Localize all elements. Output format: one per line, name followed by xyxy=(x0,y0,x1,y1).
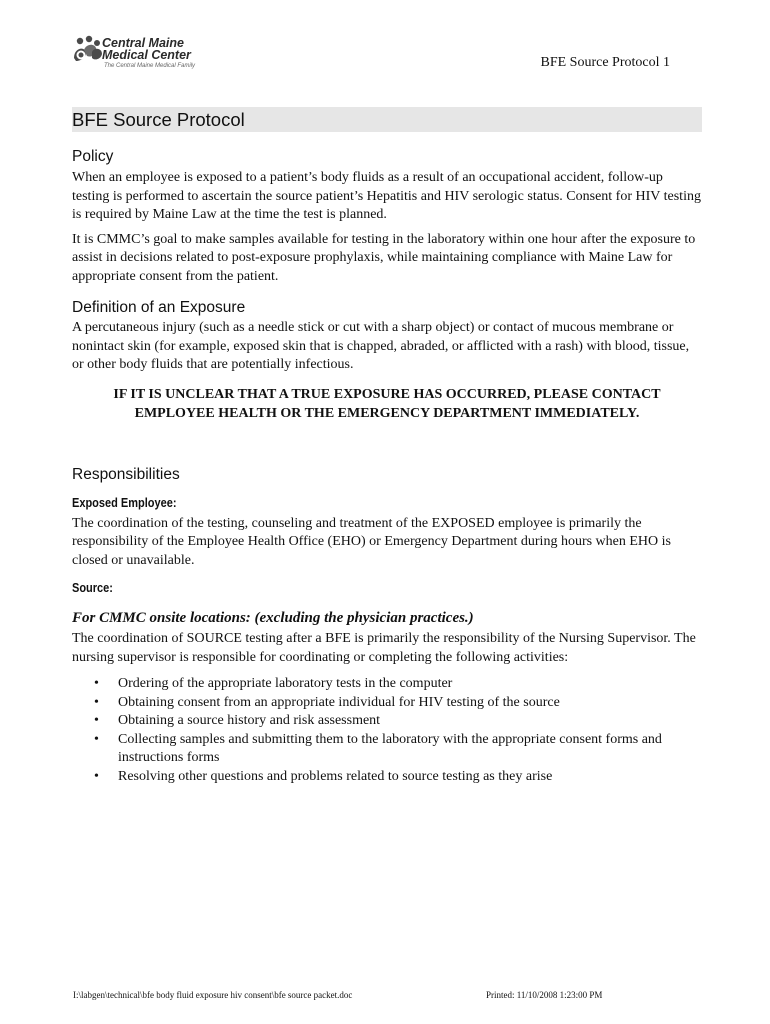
list-item-text: Obtaining a source history and risk assessment xyxy=(118,713,381,728)
people-logo-icon xyxy=(70,34,104,68)
list-item xyxy=(72,731,702,768)
responsibilities-heading: Responsibilities xyxy=(72,465,180,483)
page-header-label: BFE Source Protocol 1 xyxy=(540,55,670,70)
footer-printed-date: Printed: 11/10/2008 1:23:00 PM xyxy=(486,990,603,1000)
bullet-icon: • xyxy=(94,676,99,691)
logo-name-line1: Central Maine xyxy=(102,36,184,50)
footer-file-path: I:\labgen\technical\bfe body fluid exposure hiv consent\bfe source packet.doc xyxy=(73,990,353,1000)
exposed-employee-heading: Exposed Employee: xyxy=(72,495,177,510)
onsite-paragraph: The coordination of SOURCE testing after a BFE is primarily the responsibility of the Nursing Supervisor. The nursing supervisor is responsible for coordinating or completing the following activities: xyxy=(72,631,696,665)
bullet-icon: • xyxy=(94,768,99,784)
bullet-icon: • xyxy=(94,713,99,728)
definition-heading: Definition of an Exposure xyxy=(72,299,246,316)
document-title: BFE Source Protocol xyxy=(72,107,702,132)
logo-name-line2: Medical Center xyxy=(102,48,191,62)
list-item-text: Resolving other questions and problems related to source testing as they arise xyxy=(118,768,553,784)
logo-tagline: The Central Maine Medical Family xyxy=(104,63,196,69)
exposure-notice: IF IT IS UNCLEAR THAT A TRUE EXPOSURE HAS OCCURRED, PLEASE CONTACT EMPLOYEE HEALTH OR THE EMERGENCY DEPARTMENT IMMEDIATELY. xyxy=(113,386,661,421)
bullet-icon: • xyxy=(94,731,99,747)
policy-heading: Policy xyxy=(72,148,114,165)
activities-list xyxy=(72,675,702,786)
list-item-text: Ordering of the appropriate laboratory tests in the computer xyxy=(118,676,453,691)
list-item-text: Collecting samples and submitting them to the laboratory with the appropriate consent forms and instructions forms xyxy=(118,731,662,765)
list-item-text: Obtaining consent from an appropriate individual for HIV testing of the source xyxy=(118,694,560,710)
list-item xyxy=(72,768,702,787)
bullet-icon: • xyxy=(94,694,99,710)
onsite-locations-heading: For CMMC onsite locations: (excluding the physician practices.) xyxy=(72,610,474,626)
policy-paragraph-1: When an employee is exposed to a patient’s body fluids as a result of an occupational accident, follow-up testing is performed to ascertain the source patient’s Hepatitis and HIV serologic status. Consent for HIV testing is required by Maine Law at the time the test is planned. xyxy=(72,170,701,222)
list-item xyxy=(72,712,702,731)
policy-paragraph-2: It is CMMC’s goal to make samples available for testing in the laboratory within one hour after the exposure to assist in decisions related to post-exposure prophylaxis, while maintaining compliance with Maine Law for appropriate consent from the patient. xyxy=(72,231,696,284)
exposed-employee-paragraph: The coordination of the testing, counseling and treatment of the EXPOSED employee is primarily the responsibility of the Employee Health Office (EHO) or Emergency Department during hours when EHO is closed or unavailable. xyxy=(72,515,671,568)
organization-logo xyxy=(70,34,230,76)
document-body xyxy=(72,107,702,786)
definition-paragraph: A percutaneous injury (such as a needle stick or cut with a sharp object) or contact of mucous membrane or nonintact skin (for example, exposed skin that is chapped, abraded, or afflicted with a rash) with blood, tissue, or other body fluids that are potentially infectious. xyxy=(72,320,690,372)
source-heading: Source: xyxy=(72,581,113,595)
list-item xyxy=(72,675,702,694)
list-item xyxy=(72,694,702,713)
